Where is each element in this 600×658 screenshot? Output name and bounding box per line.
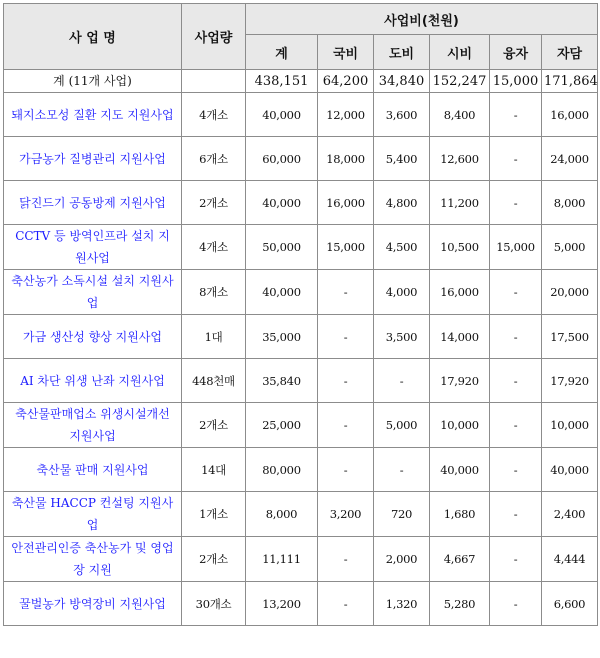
- cost-cell: 5,000: [374, 403, 430, 448]
- cost-cell: 20,000: [542, 270, 598, 315]
- cost-cell: 14,000: [430, 315, 490, 359]
- cost-cell: 16,000: [318, 181, 374, 225]
- project-name-cell: 가금농가 질병관리 지원사업: [4, 137, 182, 181]
- cost-cell: 40,000: [246, 181, 318, 225]
- table-row: [4, 225, 598, 270]
- cost-cell: 720: [374, 492, 430, 537]
- cost-cell: 15,000: [318, 225, 374, 270]
- cost-cell: 40,000: [246, 270, 318, 315]
- cost-cell: 1,320: [374, 582, 430, 626]
- cost-cell: 5,280: [430, 582, 490, 626]
- cost-cell: -: [374, 448, 430, 492]
- total-value: 15,000: [490, 70, 542, 93]
- project-name-cell: 꿀벌농가 방역장비 지원사업: [4, 582, 182, 626]
- cost-cell: -: [318, 448, 374, 492]
- cost-cell: 10,000: [542, 403, 598, 448]
- cost-cell: 16,000: [430, 270, 490, 315]
- cost-cell: -: [374, 359, 430, 403]
- header-cost-group: 사업비(천원): [246, 4, 598, 35]
- cost-cell: -: [490, 537, 542, 582]
- cost-cell: 13,200: [246, 582, 318, 626]
- project-name-cell: 닭진드기 공동방제 지원사업: [4, 181, 182, 225]
- cost-cell: 24,000: [542, 137, 598, 181]
- cost-cell: -: [318, 403, 374, 448]
- cost-cell: -: [318, 315, 374, 359]
- table-row: [4, 537, 598, 582]
- total-value: 34,840: [374, 70, 430, 93]
- cost-cell: 11,200: [430, 181, 490, 225]
- cost-cell: 2,400: [542, 492, 598, 537]
- header-provincial: 도비: [374, 35, 430, 70]
- cost-cell: 2,000: [374, 537, 430, 582]
- table-row: [4, 492, 598, 537]
- cost-cell: 4,500: [374, 225, 430, 270]
- cost-cell: 40,000: [430, 448, 490, 492]
- quantity-cell: 14대: [182, 448, 246, 492]
- project-name-cell: 축산물판매업소 위생시설개선 지원사업: [4, 403, 182, 448]
- cost-cell: -: [490, 181, 542, 225]
- quantity-cell: 1대: [182, 315, 246, 359]
- quantity-cell: 2개소: [182, 403, 246, 448]
- table-row: [4, 181, 598, 225]
- cost-cell: 4,444: [542, 537, 598, 582]
- cost-cell: -: [490, 270, 542, 315]
- quantity-cell: 448천매: [182, 359, 246, 403]
- header-loan: 융자: [490, 35, 542, 70]
- cost-cell: -: [490, 403, 542, 448]
- cost-cell: 17,920: [430, 359, 490, 403]
- quantity-cell: 1개소: [182, 492, 246, 537]
- table-row: [4, 137, 598, 181]
- quantity-cell: 2개소: [182, 537, 246, 582]
- cost-cell: 5,000: [542, 225, 598, 270]
- cost-cell: 3,500: [374, 315, 430, 359]
- header-city: 시비: [430, 35, 490, 70]
- cost-cell: 3,600: [374, 93, 430, 137]
- cost-cell: 40,000: [246, 93, 318, 137]
- quantity-cell: 4개소: [182, 225, 246, 270]
- cost-cell: 60,000: [246, 137, 318, 181]
- quantity-cell: 2개소: [182, 181, 246, 225]
- project-name-cell: 돼지소모성 질환 지도 지원사업: [4, 93, 182, 137]
- table-row: [4, 403, 598, 448]
- cost-cell: 50,000: [246, 225, 318, 270]
- header-quantity: 사업량: [182, 4, 246, 70]
- table-row: [4, 93, 598, 137]
- cost-cell: 80,000: [246, 448, 318, 492]
- header-total-cost: 계: [246, 35, 318, 70]
- cost-cell: -: [490, 137, 542, 181]
- cost-cell: -: [490, 315, 542, 359]
- cost-cell: 35,840: [246, 359, 318, 403]
- table-row: [4, 582, 598, 626]
- cost-cell: 25,000: [246, 403, 318, 448]
- project-name-cell: 축산물 HACCP 컨설팅 지원사업: [4, 492, 182, 537]
- project-name-cell: 가금 생산성 향상 지원사업: [4, 315, 182, 359]
- header-national: 국비: [318, 35, 374, 70]
- table-row: [4, 270, 598, 315]
- cost-cell: 16,000: [542, 93, 598, 137]
- cost-cell: 5,400: [374, 137, 430, 181]
- total-quantity: [182, 70, 246, 93]
- cost-cell: 4,000: [374, 270, 430, 315]
- cost-cell: 8,000: [542, 181, 598, 225]
- total-value: 171,864: [542, 70, 598, 93]
- cost-cell: 12,600: [430, 137, 490, 181]
- cost-cell: -: [490, 448, 542, 492]
- budget-table: [3, 3, 598, 626]
- quantity-cell: 30개소: [182, 582, 246, 626]
- cost-cell: 4,800: [374, 181, 430, 225]
- cost-cell: -: [490, 492, 542, 537]
- cost-cell: 10,000: [430, 403, 490, 448]
- quantity-cell: 8개소: [182, 270, 246, 315]
- table-row: [4, 315, 598, 359]
- total-value: 152,247: [430, 70, 490, 93]
- cost-cell: 11,111: [246, 537, 318, 582]
- header-self-funded: 자담: [542, 35, 598, 70]
- quantity-cell: 4개소: [182, 93, 246, 137]
- cost-cell: 3,200: [318, 492, 374, 537]
- cost-cell: 6,600: [542, 582, 598, 626]
- total-value: 438,151: [246, 70, 318, 93]
- cost-cell: -: [318, 270, 374, 315]
- cost-cell: 4,667: [430, 537, 490, 582]
- total-value: 64,200: [318, 70, 374, 93]
- cost-cell: -: [318, 537, 374, 582]
- cost-cell: -: [490, 582, 542, 626]
- cost-cell: 12,000: [318, 93, 374, 137]
- cost-cell: 40,000: [542, 448, 598, 492]
- project-name-cell: AI 차단 위생 난좌 지원사업: [4, 359, 182, 403]
- project-name-cell: 안전관리인증 축산농가 및 영업장 지원: [4, 537, 182, 582]
- project-name-cell: CCTV 등 방역인프라 설치 지원사업: [4, 225, 182, 270]
- cost-cell: 8,000: [246, 492, 318, 537]
- cost-cell: 1,680: [430, 492, 490, 537]
- quantity-cell: 6개소: [182, 137, 246, 181]
- cost-cell: 8,400: [430, 93, 490, 137]
- project-name-cell: 축산농가 소독시설 설치 지원사업: [4, 270, 182, 315]
- cost-cell: -: [490, 359, 542, 403]
- cost-cell: 15,000: [490, 225, 542, 270]
- cost-cell: 10,500: [430, 225, 490, 270]
- cost-cell: -: [490, 93, 542, 137]
- header-project-name: 사 업 명: [4, 4, 182, 70]
- table-row: [4, 448, 598, 492]
- cost-cell: 18,000: [318, 137, 374, 181]
- cost-cell: -: [318, 359, 374, 403]
- cost-cell: -: [318, 582, 374, 626]
- total-label: 계 (11개 사업): [4, 70, 182, 93]
- total-row: [4, 70, 598, 93]
- table-row: [4, 359, 598, 403]
- cost-cell: 17,920: [542, 359, 598, 403]
- project-name-cell: 축산물 판매 지원사업: [4, 448, 182, 492]
- cost-cell: 17,500: [542, 315, 598, 359]
- cost-cell: 35,000: [246, 315, 318, 359]
